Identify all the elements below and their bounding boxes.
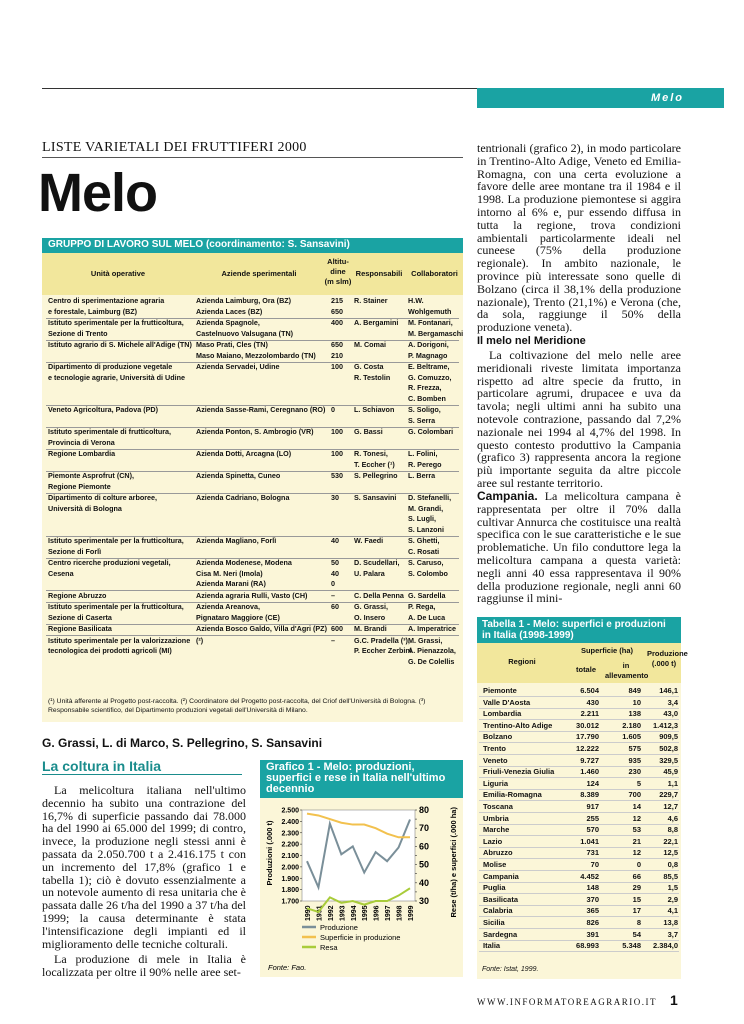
table1-value: 2.180 [622, 720, 641, 730]
group-cell-h: 530 [331, 471, 343, 480]
group-cell-a: Azienda Spagnole, Castelnuovo Valsugana (TN) [196, 318, 294, 338]
table1-value: 391 [586, 929, 599, 939]
table1-region: Liguria [483, 778, 509, 788]
table1-region: Veneto [483, 755, 508, 765]
y-left-tick-label: 2.300 [281, 830, 299, 838]
table1-region: Puglia [483, 883, 506, 893]
table1-value: 229,7 [659, 790, 678, 800]
table1-value: 5.348 [622, 941, 641, 951]
legend-label-2: Resa [320, 943, 338, 952]
group-cell-h: 400 [331, 318, 343, 327]
table1-value: 124 [586, 778, 599, 788]
group-cell-c: S. Caruso, S. Colombo [408, 558, 448, 578]
right-paragraph-1: tentrionali (grafico 2), in modo particolare in Trentino-Alto Adige, Veneto ed Emilia-Romagna, con una certa evoluzione a favore delle aree montane tra il 1984 e il 1998. La produzione piemontese si aggira intorno al 6% e, pur essendo diffusa in tutta la regione, trova condizioni ambientali particolarmente ideali nel cuneese (75% della produzione regionale). In ambito nazionale, le province più interessate sono quelle di Bolzano (circa il 38,1% della produzione nazionale), Trento (21,1%) e Verona (che, da sola, raggiunge il 50% della produzione veneta). [477, 141, 681, 335]
table1-value: 575 [628, 744, 641, 753]
x-tick-label: 1999 [408, 905, 415, 921]
group-cell-u: Istituto sperimentale per la frutticoltura, Sezione di Trento [48, 318, 184, 338]
table1-value: 17.790 [576, 732, 599, 742]
table1-value: 43,0 [663, 709, 678, 719]
group-cell-u: Istituto sperimentale per la valorizzazione tecnologica dei prodotti agricoli (MI) [48, 635, 191, 655]
group-cell-r: A. Bergamini [354, 318, 399, 327]
table-notes: (¹) Unità afferente al Progetto post-raccolta. (²) Coordinatore del Progetto post-raccolta, del Criof dell'Università di Bologna. (³) Responsabile scientifico, del Dipartimento produzioni vegetali dell'Università di Milano. [48, 698, 426, 714]
col-responsible: Responsabili [355, 269, 403, 278]
group-cell-a: Azienda Dotti, Arcagna (LO) [196, 449, 292, 458]
group-cell-u: Istituto agrario di S. Michele all'Adige (TN) [48, 340, 192, 349]
group-cell-h: 100 [331, 449, 343, 458]
table1-value: 849 [628, 686, 641, 695]
table1-value: 700 [628, 790, 641, 800]
right-paragraph-2: La coltivazione del melo nelle aree meridionali riveste limitata importanza rispetto ad altre specie da frutto, in particolare agrumi, drupacee e uva da tavola; negli ultimi anni ha subito una notevole contrazione, passando dal 7,2% nazionale nei 1994 al 4,7% del 1998. In questo contesto produttivo la Campania (grafico 3) rappresenta ancora la regione più importante seguita da altre piccole aree sul restante territorio. [477, 348, 681, 490]
group-cell-r: W. Faedi [354, 536, 384, 545]
subheading-meridione: Il melo nel Meridione [477, 335, 586, 347]
table1-value: 1,1 [667, 778, 678, 788]
group-cell-a: Azienda Spinetta, Cuneo [196, 471, 281, 480]
table1-value: 1.041 [580, 836, 599, 846]
table1-value: 2.384,0 [652, 941, 678, 951]
table1-value: 12,7 [663, 802, 678, 811]
table1-value: 1.605 [622, 732, 641, 742]
table1-value: 8 [636, 918, 641, 927]
x-tick-label: 1990 [305, 905, 312, 921]
table1-value: 5 [636, 778, 641, 788]
table1-value: 329,5 [659, 755, 678, 765]
group-cell-r: R. Tonesi, T. Eccher (¹) [354, 449, 395, 469]
group-cell-h: 650 210 [331, 340, 343, 360]
table1-region: Abruzzo [483, 848, 513, 858]
group-cell-c: G. Colombari [408, 427, 454, 436]
group-cell-h: 50 40 0 [331, 558, 339, 588]
y-left-tick-label: 2.500 [281, 807, 299, 815]
table1-value: 935 [628, 755, 641, 765]
group-cell-h: – [331, 590, 335, 600]
y-left-tick-label: 2.100 [281, 853, 299, 860]
group-cell-u: Veneto Agricoltura, Padova (PD) [48, 405, 158, 414]
table1-value: 138 [628, 709, 641, 719]
group-cell-u: Dipartimento di produzione vegetale e tecnologie agrarie, Università di Udine [48, 362, 186, 382]
group-cell-c: L. Berra [408, 471, 436, 480]
col-altitude: Altitu- dine (m slm) [324, 257, 352, 286]
table1-col-total: totale [575, 665, 596, 674]
group-cell-r: G. Grassi, O. Insero [354, 602, 388, 622]
x-tick-label: 1995 [362, 905, 370, 921]
table1-value: 30.012 [576, 720, 599, 730]
group-cell-r: G. Bassi [354, 427, 383, 436]
group-cell-c: H.W. Wohlgemuth [408, 296, 452, 316]
group-cell-r: M. Brandi [354, 624, 387, 633]
page-title: Melo [38, 163, 158, 223]
table1-header [477, 643, 688, 683]
right-paragraph-3-text: La melicoltura campana è rappresentata per oltre il 70% dalla cultivar Annurca che costituisce una realtà specifica con le sue caratteristiche e le sue problematiche. Un filo conduttore lega la melicoltura campana a questa varietà: negli anni 40 essa rappresentava il 90% della produzione regionale, negli anni 60 raggiunse il mini- [477, 489, 681, 606]
group-cell-c: P. Rega, A. De Luca [408, 602, 446, 622]
x-tick-label: 1996 [373, 905, 381, 921]
group-cell-c: G. Sardella [408, 590, 446, 600]
group-cell-h: 215 650 [331, 296, 343, 316]
table1-value: 14 [632, 802, 641, 811]
group-cell-c: S. Ghetti, C. Rosati [408, 536, 440, 556]
table1-region: Italia [483, 941, 501, 951]
group-cell-a: (²) [196, 635, 204, 645]
col-farms: Aziende sperimentali [221, 269, 297, 278]
y-left-label: Produzioni (.000 t) [265, 820, 274, 886]
chart-svg [260, 798, 463, 977]
table1-region: Bolzano [483, 732, 513, 742]
table1-value: 230 [628, 767, 641, 777]
table1-value: 15 [632, 894, 641, 904]
table1-value: 12 [632, 813, 641, 823]
chart-source: Fonte: Fao. [268, 963, 307, 972]
table1-title: Tabella 1 - Melo: superfici e produzioni in Italia (1998-1999) [477, 617, 681, 643]
table1-col-surface: Superficie (ha) [580, 646, 634, 655]
section-tab: Melo [477, 88, 724, 108]
table1-value: 4.452 [580, 871, 599, 881]
table1-value: 146,1 [659, 686, 678, 695]
table1-value: 17 [632, 906, 641, 916]
group-cell-a: Azienda Magliano, Forlì [196, 536, 277, 545]
table1-value: 12 [632, 848, 641, 858]
table1-value: 3,4 [667, 697, 678, 707]
group-cell-a: Azienda Bosco Galdo, Villa d'Agri (PZ) [196, 624, 327, 633]
group-cell-r: M. Comai [354, 340, 386, 349]
y-right-tick-label: 50 [419, 859, 430, 870]
table1-region: Campania [483, 871, 519, 881]
table1-row-divider [479, 882, 679, 883]
table1-value: 6.504 [580, 686, 599, 695]
group-cell-r: G.C. Pradella (³), P. Eccher Zerbini [354, 635, 412, 655]
table1-value: 1,5 [667, 883, 678, 893]
table1-value: 12.222 [576, 744, 599, 753]
y-left-tick-label: 2.200 [281, 841, 299, 849]
table1-value: 731 [586, 848, 599, 858]
x-tick-label: 1997 [385, 905, 393, 921]
subtitle-rule [42, 157, 463, 158]
table1-value: 4,6 [667, 813, 678, 823]
table1-value: 1.412,3 [652, 720, 678, 730]
group-cell-h: 100 [331, 362, 343, 371]
table1-region: Trento [483, 744, 506, 753]
group-cell-u: Centro di sperimentazione agraria e forestale, Laimburg (BZ) [48, 296, 165, 316]
table1-value: 2.211 [580, 709, 599, 719]
group-cell-c: A. Dorigoni, P. Magnago [408, 340, 449, 360]
group-cell-r: S. Pellegrino [354, 471, 398, 480]
table1-value: 365 [586, 906, 599, 916]
group-cell-r: C. Della Penna [354, 590, 404, 600]
group-cell-a: Maso Prati, Cles (TN) Maso Maiano, Mezzolombardo (TN) [196, 340, 316, 360]
body-paragraph-2: La produzione di mele in Italia è localizzata per oltre il 90% nelle aree set- [42, 952, 246, 979]
x-tick-label: 1998 [396, 905, 404, 921]
group-cell-h: 30 [331, 493, 339, 502]
page-number: 1 [670, 992, 678, 1008]
x-tick-label: 1991 [316, 905, 324, 921]
table1-col-region: Regioni [508, 657, 536, 666]
table1-value: 10 [632, 697, 641, 707]
group-cell-a: Azienda Areanova, Pignataro Maggiore (CE) [196, 602, 280, 622]
working-group-header-row [42, 253, 463, 295]
table1-value: 85,5 [663, 871, 678, 881]
group-cell-h: 0 [331, 405, 335, 414]
y-left-tick-label: 2.000 [281, 864, 299, 872]
table1-region: Trentino-Alto Adige [483, 720, 553, 730]
x-tick-label: 1992 [327, 905, 335, 921]
table1-row-divider [479, 812, 679, 813]
group-cell-c: E. Beltrame, G. Comuzzo, R. Frezza, C. Bomben [408, 362, 452, 403]
table1-value: 68.993 [576, 941, 599, 951]
table1-value: 70 [590, 860, 599, 869]
table1-region: Sardegna [483, 929, 518, 939]
table1-value: 570 [586, 825, 599, 835]
table1-region: Umbria [483, 813, 509, 823]
group-cell-a: Azienda Laimburg, Ora (BZ) Azienda Laces (BZ) [196, 296, 292, 316]
table1-value: 1.460 [580, 767, 599, 777]
table1-value: 22,1 [663, 836, 678, 846]
group-cell-h: – [331, 635, 335, 645]
col-collaborators: Collaboratori [411, 269, 458, 278]
table1-value: 9.727 [580, 755, 599, 765]
y-right-tick-label: 60 [419, 841, 430, 852]
col-units: Unità operative [90, 269, 146, 278]
y-left-tick-label: 1.700 [281, 898, 299, 906]
group-cell-c: L. Folini, R. Perego [408, 449, 442, 469]
table1-row-divider [479, 777, 679, 778]
table1-value: 917 [586, 802, 599, 811]
group-cell-c: M. Fontanari, M. Bergamaschi [408, 318, 464, 338]
group-cell-u: Regione Basilicata [48, 624, 112, 633]
x-tick-label: 1993 [339, 905, 347, 921]
group-cell-a: Azienda Ponton, S. Ambrogio (VR) [196, 427, 314, 436]
group-cell-u: Piemonte Asprofrut (CN), Regione Piemonte [48, 471, 134, 491]
group-cell-u: Istituto sperimentale di frutticoltura, Provincia di Verona [48, 427, 171, 447]
table1-value: 826 [586, 918, 599, 927]
group-cell-a: Azienda Cadriano, Bologna [196, 493, 290, 502]
table1-value: 148 [586, 883, 599, 893]
table1-row-divider [479, 951, 679, 952]
group-cell-a: Azienda Sasse-Rami, Ceregnano (RO) [196, 405, 326, 414]
table1-region: Piemonte [483, 686, 517, 695]
group-cell-h: 40 [331, 536, 339, 545]
group-cell-c: M. Grassi, A. Pienazzola, G. De Colellis [408, 635, 456, 666]
table1-region: Calabria [483, 906, 513, 916]
working-group-heading: GRUPPO DI LAVORO SUL MELO (coordinamento: S. Sansavini) [42, 238, 463, 253]
run-in-campania: Campania. [477, 489, 538, 503]
table1-col-growing: in allevamento [605, 661, 649, 680]
table1-region: Toscana [483, 802, 513, 811]
table1-value: 255 [586, 813, 599, 823]
table1-value: 0,8 [667, 860, 678, 869]
group-cell-c: S. Soligo, S. Serra [408, 405, 441, 425]
group-cell-h: 600 [331, 624, 343, 633]
body-paragraph-1: La melicoltura italiana nell'ultimo decennio ha subito una contrazione del 16,7% di superficie passando dai 78.000 ha del 1990 ai 65.000 del 1999; di contro, invece, la produzione negli stessi anni è passata da 2.050.700 t a 2.416.175 t con un incremento del 17,8% (grafico 1 e tabella 1); ciò è dovuto essenzialmente a un notevole aumento di resa unitaria che è passata dalle 26 t/ha del 1990 a 37 t/ha del 1999; la causa determinante è stata l'intensificazione degli impianti ed il miglioramento delle tecniche colturali. [42, 783, 246, 951]
y-right-tick-label: 40 [419, 877, 430, 888]
y-left-tick-label: 2.400 [281, 818, 299, 826]
y-right-tick-label: 70 [419, 823, 430, 834]
x-tick-label: 1994 [350, 905, 358, 921]
table1-region: Sicilia [483, 918, 505, 927]
table1-row-divider [479, 835, 679, 836]
table1-value: 66 [632, 871, 641, 881]
group-cell-u: Istituto sperimentale per la frutticoltura, Sezione di Forlì [48, 536, 184, 556]
table1-body [477, 685, 681, 965]
table1-region: Friuli-Venezia Giulia [483, 767, 555, 777]
table1-value: 54 [632, 929, 641, 939]
table1-value: 3,7 [667, 929, 678, 939]
table1-value: 2,9 [667, 894, 678, 904]
table1-value: 12,5 [663, 848, 678, 858]
y-right-tick-label: 80 [419, 805, 430, 815]
group-cell-r: L. Schiavon [354, 405, 395, 414]
group-cell-a: Azienda agraria Rulli, Vasto (CH) [196, 590, 308, 600]
legend-label-1: Superficie in produzione [320, 933, 401, 942]
table1-value: 4,1 [667, 906, 678, 916]
table1-region: Lazio [483, 836, 503, 846]
group-cell-u: Dipartimento di colture arboree, Università di Bologna [48, 493, 158, 513]
working-group-body [42, 296, 463, 696]
table1-value: 909,5 [659, 732, 678, 742]
group-cell-h: 100 [331, 427, 343, 436]
group-cell-r: S. Sansavini [354, 493, 397, 502]
table1-value: 13,8 [663, 918, 678, 927]
page-subtitle: LISTE VARIETALI DEI FRUTTIFERI 2000 [42, 140, 307, 155]
group-cell-r: R. Stainer [354, 296, 388, 305]
table1-value: 430 [586, 697, 599, 707]
table1-value: 370 [586, 894, 599, 904]
table1-value: 21 [632, 836, 641, 846]
group-cell-u: Regione Lombardia [48, 449, 116, 458]
group-cell-r: G. Costa R. Testolin [354, 362, 391, 382]
table1-region: Lombardia [483, 709, 522, 719]
table1-region: Molise [483, 860, 507, 869]
table1-region: Emilia-Romagna [483, 790, 542, 800]
table1-value: 45,9 [663, 767, 678, 777]
table1-source: Fonte: Istat, 1999. [482, 966, 539, 973]
table1-row-divider [479, 916, 679, 917]
table1-value: 502,8 [659, 744, 678, 753]
group-cell-h: 60 [331, 602, 339, 611]
group-cell-c: D. Stefanelli, M. Grandi, S. Lugli, S. Lanzoni [408, 493, 452, 534]
group-cell-r: D. Scudellari, U. Palara [354, 558, 400, 578]
table1-value: 29 [632, 883, 641, 893]
table1-col-production: Produzione (.000 t) [647, 649, 688, 668]
legend-label-0: Produzione [320, 923, 358, 932]
table1-row-divider [479, 754, 679, 755]
y-right-label: Rese (t/ha) e superfici (.000 ha) [449, 807, 458, 918]
y-right-tick-label: 30 [419, 896, 430, 906]
footer-url: WWW.INFORMATOREAGRARIO.IT [477, 997, 657, 1007]
table1-region: Basilicata [483, 894, 519, 904]
table1-row-divider [479, 858, 679, 859]
table1-region: Marche [483, 825, 510, 835]
y-left-tick-label: 1.900 [281, 875, 299, 883]
group-cell-u: Istituto sperimentale per la frutticoltura, Sezione di Caserta [48, 602, 184, 622]
table1-value: 53 [632, 825, 641, 835]
table1-value: 8,8 [667, 825, 678, 835]
table1-value: 8.389 [580, 790, 599, 800]
section-heading: La coltura in Italia [42, 758, 162, 774]
y-left-tick-label: 1.800 [281, 887, 299, 895]
right-paragraph-3 [477, 490, 681, 605]
section-rule [42, 774, 242, 775]
group-cell-a: Azienda Servadei, Udine [196, 362, 280, 371]
chart-title: Grafico 1 - Melo: produzioni, superfici e rese in Italia nell'ultimo decennio [260, 760, 463, 798]
group-cell-a: Azienda Modenese, Modena Cisa M. Neri (Imola) Azienda Marani (RA) [196, 558, 292, 588]
table1-region: Valle D'Aosta [483, 697, 531, 707]
group-cell-u: Centro ricerche produzioni vegetali, Cesena [48, 558, 171, 578]
group-cell-c: A. Imperatrice [408, 624, 456, 633]
authors: G. Grassi, L. di Marco, S. Pellegrino, S. Sansavini [42, 736, 323, 750]
top-rule [42, 88, 477, 89]
table1-value: 0 [636, 860, 641, 869]
group-cell-u: Regione Abruzzo [48, 590, 107, 600]
